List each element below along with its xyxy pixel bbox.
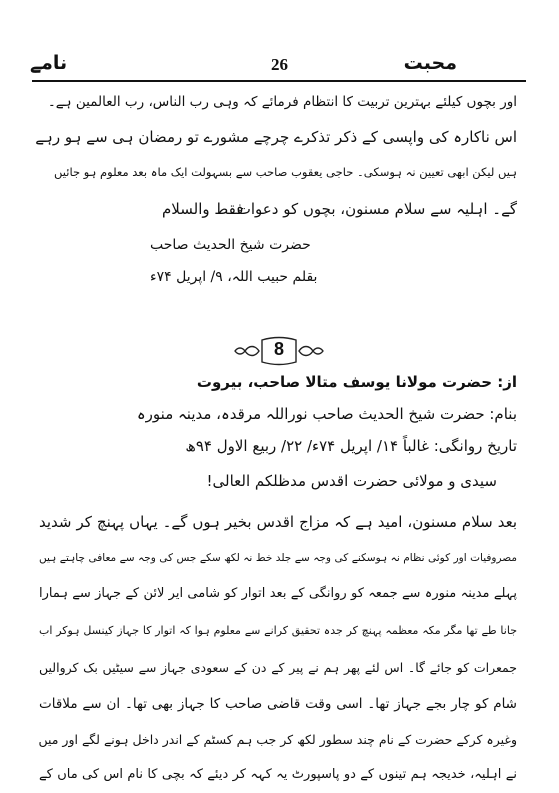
paragraph-line-5: جمعرات کو جائے گا۔ اس لئے پھر ہم نے پیر کے دن کے سعودی جہاز سے سیٹیں بک کروالیں [39, 660, 517, 675]
letter-date: تاریخ روانگی: غالباً ۱۴/ اپریل ۷۴ء/ ۲۲/ ربیع الاول ۹۴ھ [185, 437, 517, 455]
closing-line: فقط والسلام [162, 200, 244, 218]
letter-from: از: حضرت مولانا یوسف متالا صاحب، بیروت [196, 373, 517, 391]
paragraph-line-4: جانا طے تھا مگر مکہ معظمہ پہنچ کر جدہ تحقیق کرانے سے معلوم ہوا کہ اتوار کا جہاز کینسل ہوکر اب [39, 624, 517, 637]
letter-to: بنام: حضرت شیخ الحدیث صاحب نوراللہ مرقدہ، مدینہ منورہ [136, 405, 517, 423]
letter-salutation: سیدی و مولائی حضرت اقدس مدظلکم العالی! [206, 472, 497, 490]
letter-number: 8 [273, 339, 284, 359]
body-line-1: اور بچوں کیلئے بہترین تربیت کا انتظام فرمائے کہ وہی رب الناس، رب العالمین ہے۔ [47, 94, 517, 110]
signature-line-1: حضرت شیخ الحدیث صاحب [150, 237, 311, 253]
body-line-2: اس ناکارہ کی واپسی کے ذکر تذکرے چرچے مشورے تو رمضان ہی سے ہو رہے [35, 128, 517, 146]
letter-number-badge [229, 336, 329, 366]
paragraph-line-7: وغیرہ کرکے حضرت کے نام چند سطور لکھ کر جب ہم کسٹم کے اندر داخل ہونے لگے اور میں [38, 732, 517, 747]
header-left-title: نامے [30, 52, 68, 74]
page-number: 26 [271, 55, 288, 74]
paragraph-line-3: پہلے مدینہ منورہ سے جمعہ کو روانگی کے بعد اتوار کو شامی ایر لائن کے جہاز سے ہمارا [39, 586, 517, 601]
header-right-title: محبت [403, 52, 457, 74]
header-divider [32, 80, 526, 82]
paragraph-line-2: مصروفیات اور کوئی نظام نہ ہوسکنے کی وجہ سے جلد خط نہ لکھ سکے جس کی وجہ سے معافی چاہتے ہیں [39, 552, 517, 564]
body-line-4: گے۔ اہلیہ سے سلام مسنون، بچوں کو دعوات۔ [227, 200, 517, 218]
paragraph-line-6: شام کو چار بجے جہاز تھا۔ اسی وقت قاضی صاحب کا جہاز بھی تھا۔ ان سے ملاقات [39, 696, 517, 712]
paragraph-line-8: نے اہلیہ، خدیجہ ہم تینوں کے دو پاسپورٹ یہ کہہ کر دیئے کہ بچی کا نام اس کی ماں کے [39, 767, 517, 782]
paragraph-line-1: بعد سلام مسنون، امید ہے کہ مزاج اقدس بخیر ہوں گے۔ یہاں پہنچ کر شدید [39, 513, 517, 531]
signature-line-2: بقلم حبیب اللہ، ۹/ اپریل ۷۴ء [150, 269, 318, 285]
body-line-3: ہیں لیکن ابھی تعیین نہ ہوسکی۔ حاجی یعقوب صاحب سے بسہولت ایک ماہ بعد معلوم ہو جائیں [54, 165, 517, 179]
